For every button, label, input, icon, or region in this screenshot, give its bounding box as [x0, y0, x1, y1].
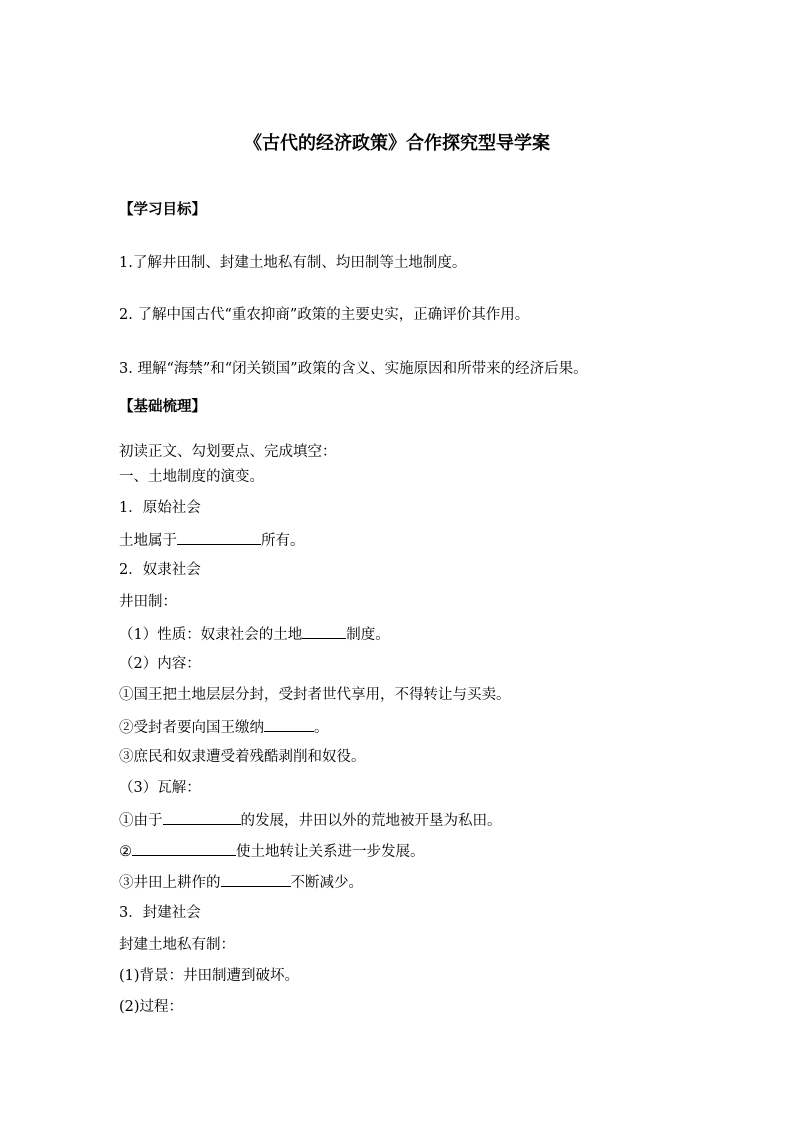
collapse-item-2	[119, 841, 425, 861]
collapse-item-1	[119, 810, 502, 830]
fill-text-pre: 土地属于	[119, 533, 177, 549]
basics-intro: 初读正文、勾划要点、完成填空：	[119, 444, 337, 460]
fill-blank[interactable]	[221, 872, 291, 887]
fill-text-pre: ①由于	[119, 813, 163, 829]
feudal-heading: 3．封建社会	[119, 905, 201, 921]
feudal-system-label: 封建土地私有制：	[119, 937, 235, 953]
fill-text-post: 的发展，井田以外的荒地被开垦为私田。	[240, 813, 502, 829]
slave-heading: 2．奴隶社会	[119, 562, 201, 578]
fill-blank[interactable]	[264, 717, 314, 732]
fill-blank[interactable]	[177, 530, 261, 545]
objective-item-2: 2. 了解中国古代“重农抑商”政策的主要史实，正确评价其作用。	[119, 307, 530, 323]
basics-heading: 【基础梳理】	[119, 398, 206, 415]
fill-text-post: 使土地转让关系进一步发展。	[236, 844, 425, 860]
page-title: 《古代的经济政策》合作探究型导学案	[244, 133, 550, 154]
primitive-fill-line	[119, 530, 305, 550]
primitive-heading: 1．原始社会	[119, 500, 201, 516]
collapse-heading: （3）瓦解：	[119, 780, 201, 796]
fill-text-post: 。	[314, 720, 329, 736]
content-item-3: ③庶民和奴隶遭受着残酷剥削和奴役。	[119, 749, 366, 765]
fill-blank[interactable]	[132, 841, 236, 856]
objectives-heading: 【学习目标】	[119, 201, 206, 218]
fill-blank[interactable]	[163, 810, 241, 825]
fill-blank[interactable]	[302, 624, 346, 639]
feudal-background: (1)背景：井田制遭到破坏。	[119, 968, 300, 984]
fill-text-post: 不断减少。	[290, 875, 363, 891]
fill-text-pre: ②受封者要向国王缴纳	[119, 720, 264, 736]
fill-text-pre: （1）性质：奴隶社会的土地	[119, 627, 303, 643]
objective-item-3: 3. 理解“海禁”和“闭关锁国”政策的含义、实施原因和所带来的经济后果。	[119, 361, 588, 377]
fill-text-pre: ②	[119, 844, 132, 860]
well-field-system-label: 井田制：	[119, 594, 177, 610]
section-1-heading: 一、土地制度的演变。	[119, 469, 264, 485]
fill-text-post: 制度。	[346, 627, 390, 643]
feudal-process: (2)过程：	[119, 999, 184, 1015]
collapse-item-3	[119, 872, 363, 892]
nature-fill-line	[119, 624, 390, 644]
content-item-2	[119, 717, 329, 737]
content-item-1: ①国王把土地层层分封，受封者世代享用，不得转让与买卖。	[119, 687, 511, 703]
objective-item-1: 1.了解井田制、封建土地私有制、均田制等土地制度。	[119, 255, 467, 271]
content-heading: （2）内容：	[119, 656, 201, 672]
fill-text-pre: ③井田上耕作的	[119, 875, 221, 891]
fill-text-post: 所有。	[261, 533, 305, 549]
